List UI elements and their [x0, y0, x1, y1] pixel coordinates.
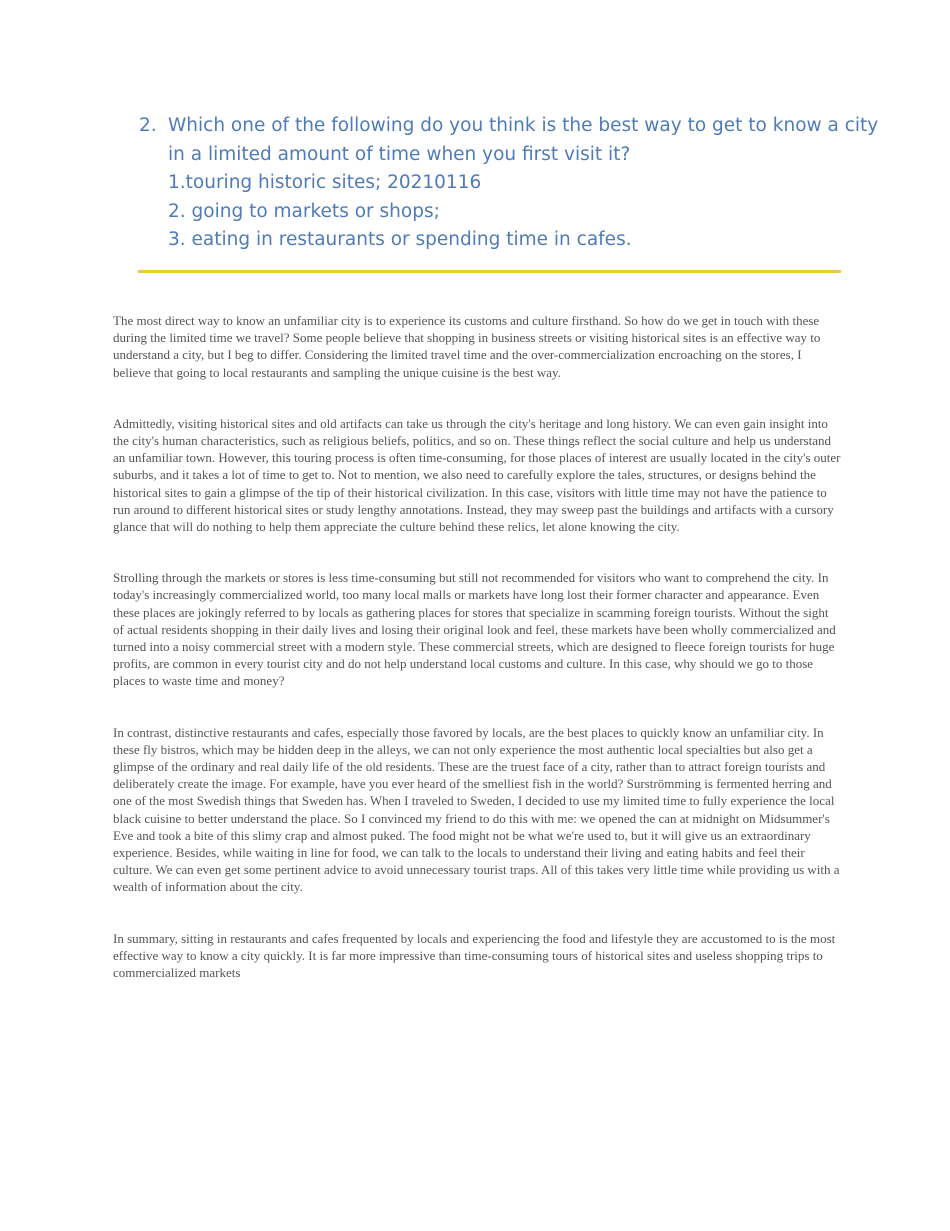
essay-paragraph-markets: Strolling through the markets or stores is less time-consuming but still not recommended for visitors who want to comprehend the city. In today's increasingly commercialized world, too many local malls or markets have long lost their former character and appearance. Even these places are jokingly referred to by locals as gathering places for stores that specialize in scamming foreign tourists. Without the sight of actual residents shopping in their daily lives and losing their original look and feel, these markets have been wholly commercialized and turned into a noisy commercial street with a modern style. These commercial streets, which are designed to fleece foreign tourists for huge profits, are common in every tourist city and do not help understand local customs and culture. In this case, why should we go to those places to waste time and money?: [113, 570, 836, 689]
essay-body: [113, 312, 841, 1015]
question-number: 2.: [139, 115, 157, 136]
question-text: [168, 112, 879, 255]
question-line: in a limited amount of time when you first visit it?: [168, 143, 631, 165]
heading-divider: [138, 270, 841, 273]
option-restaurants-or-cafes: 3. eating in restaurants or spending time in cafes.: [168, 229, 632, 250]
question-line: Which one of the following do you think is the best way to get to know a city: [168, 115, 879, 136]
essay-paragraph-conclusion: In summary, sitting in restaurants and cafes frequented by locals and experiencing the food and lifestyle they are accustomed to is the most effective way to know a city quickly. It is far more impressive than time-consuming tours of historical sites and useless shopping trips to commercialized markets: [113, 930, 836, 981]
essay-paragraph-introduction: The most direct way to know an unfamiliar city is to experience its customs and culture firsthand. So how do we get in touch with these during the limited time we travel? Some people believe that shopping in business streets or visiting historical sites is an effective way to understand a city, but I beg to differ. Considering the limited travel time and the over-commercialization encroaching on the stores, I believe that going to local restaurants and sampling the unique cuisine is the best way.: [113, 313, 821, 380]
essay-paragraph-restaurants: In contrast, distinctive restaurants and cafes, especially those favored by locals, are the best places to quickly know an unfamiliar city. In these fly bistros, which may be hidden deep in the alleys, we can not only experience the most authentic local specialties but also get a glimpse of the ordinary and real daily life of the old residents. These are the truest face of a city, rather than to attract foreign tourists and deliberately create the image. For example, have you ever heard of the smelliest fish in the world? Surströmming is fermented herring and one of the most Swedish things that Sweden has. When I traveled to Sweden, I decided to use my limited time to fully experience the local black cuisine to better understand the place. So I convinced my friend to do this with me: we opened the can at midnight on Midsummer's Eve and took a bite of this slimy crap and almost puked. The food might not be what we're used to, but it will give us an extraordinary experience. Besides, while waiting in line for food, we can talk to the locals to understand their living and eating habits and feel their culture. We can even get some pertinent advice to avoid unnecessary tourist traps. All of this takes very little time while providing us with a wealth of information about the city.: [113, 724, 840, 895]
option-markets-or-shops: 2. going to markets or shops;: [168, 200, 440, 222]
essay-paragraph-historic-sites: Admittedly, visiting historical sites and old artifacts can take us through the city's heritage and long history. We can even gain insight into the city's human characteristics, such as religious beliefs, politics, and so on. These things reflect the social culture and help us understand an unfamiliar town. However, this touring process is often time-consuming, for those places of interest are usually located in the city's outer suburbs, and it takes a lot of time to get to. Not to mention, we also need to carefully explore the tales, structures, or designs behind the historical sites to gain a glimpse of the tip of their historical civilization. In this case, visitors with little time may not have the patience to run around to different historical sites or study lengthy annotations. Instead, they may sweep past the buildings and artifacts with a cursory glance that will do nothing to help them appreciate the culture behind these relics, let alone knowing the city.: [113, 415, 841, 535]
option-touring-historic-sites: 1.touring historic sites; 20210116: [168, 172, 482, 193]
question-heading: [139, 112, 879, 255]
